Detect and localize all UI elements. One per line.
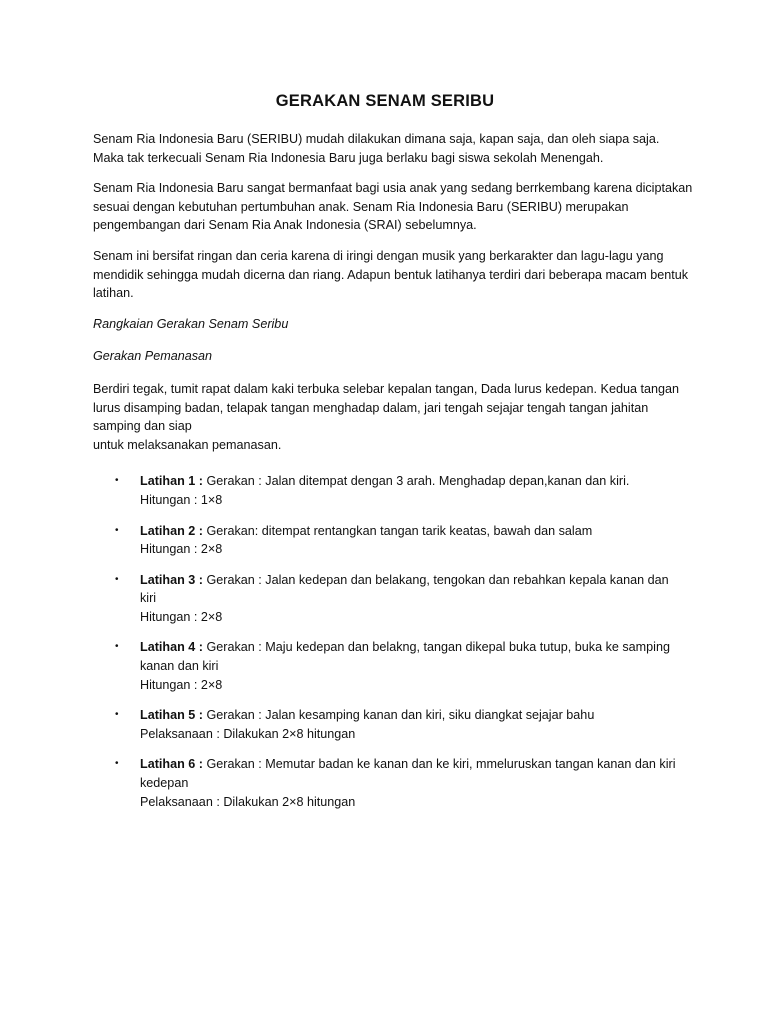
exercise-label: Latihan 3 :: [140, 572, 203, 587]
exercise-movement-line: [140, 571, 680, 608]
exercise-count: Pelaksanaan : Dilakukan 2×8 hitungan: [140, 726, 356, 741]
exercise-item: [93, 522, 680, 559]
subheading-pemanasan: Gerakan Pemanasan: [93, 349, 213, 364]
exercise-movement: Gerakan : Jalan ditempat dengan 3 arah. Menghadap depan,kanan dan kiri.: [202, 474, 630, 489]
exercise-count: Pelaksanaan : Dilakukan 2×8 hitungan: [140, 794, 356, 809]
exercise-movement-line: [140, 706, 680, 725]
bullet-icon: •: [115, 641, 119, 653]
exercise-movement-line: [140, 522, 680, 541]
exercise-label: Latihan 4 :: [140, 640, 203, 655]
exercise-item: [93, 472, 680, 509]
exercise-item: [93, 571, 680, 627]
exercise-count: Hitungan : 2×8: [140, 542, 223, 557]
exercise-item: [93, 755, 680, 811]
exercise-movement: Gerakan : Jalan kesamping kanan dan kiri, siku diangkat sejajar bahu: [202, 708, 595, 723]
bullet-icon: •: [115, 758, 119, 770]
warmup-paragraph: [93, 380, 693, 454]
warmup-text-2: untuk melaksanakan pemanasan.: [93, 437, 282, 452]
intro-paragraph-1: Senam Ria Indonesia Baru (SERIBU) mudah dilakukan dimana saja, kapan saja, dan oleh siapa saja. Maka tak terkecuali Senam Ria Indonesia Baru juga berlaku bagi siswa sekolah Menengah.: [93, 132, 660, 165]
exercise-movement-line: [140, 638, 680, 675]
exercise-movement-line: [140, 472, 680, 491]
intro-paragraph-2: Senam Ria Indonesia Baru sangat bermanfaat bagi usia anak yang sedang berrkembang karena diciptakan sesuai dengan kebutuhan pertumbuhan anak. Senam Ria Indonesia Baru (SERIBU) merupakan pengembangan dari Senam Ria Anak Indonesia (SRAI) sebelumnya.: [93, 181, 693, 233]
exercise-movement: Gerakan : Jalan kedepan dan belakang, tengokan dan rebahkan kepala kanan dan kiri: [140, 572, 669, 606]
bullet-icon: •: [115, 709, 119, 721]
exercise-count: Hitungan : 2×8: [140, 677, 223, 692]
intro-paragraph-3: Senam ini bersifat ringan dan ceria karena di iringi dengan musik yang berkarakter dan lagu-lagu yang mendidik sehingga mudah dicerna dan riang. Adapun bentuk latihanya terdiri dari beberapa macam bentuk latihan.: [93, 248, 689, 301]
exercise-list: [93, 472, 693, 811]
exercise-count: Hitungan : 2×8: [140, 609, 223, 624]
exercise-movement-line: [140, 755, 680, 792]
subheading-rangkaian: Rangkaian Gerakan Senam Seribu: [93, 316, 289, 331]
exercise-movement: Gerakan : Memutar badan ke kanan dan ke kiri, mmeluruskan tangan kanan dan kiri kedepan: [140, 757, 676, 791]
exercise-count: Hitungan : 1×8: [140, 492, 223, 507]
bullet-icon: •: [115, 573, 119, 585]
exercise-label: Latihan 6 :: [140, 757, 203, 772]
exercise-label: Latihan 2 :: [140, 523, 203, 538]
exercise-movement: Gerakan : Maju kedepan dan belakng, tangan dikepal buka tutup, buka ke samping kanan dan kiri: [140, 640, 670, 674]
exercise-item: [93, 638, 680, 694]
bullet-icon: •: [115, 475, 119, 487]
exercise-item: [93, 706, 680, 743]
exercise-label: Latihan 5 :: [140, 708, 203, 723]
document-title: GERAKAN SENAM SERIBU: [275, 92, 495, 110]
bullet-icon: •: [115, 524, 119, 536]
warmup-text-1: Berdiri tegak, tumit rapat dalam kaki terbuka selebar kepalan tangan, Dada lurus kedepan. Kedua tangan lurus disamping badan, telapak tangan menghadap dalam, jari tengah sejajar tengah tangan jahitan samping dan siap: [93, 381, 679, 434]
document-content: [93, 90, 693, 823]
exercise-label: Latihan 1 :: [140, 474, 203, 489]
exercise-movement: Gerakan: ditempat rentangkan tangan tarik keatas, bawah dan salam: [202, 523, 593, 538]
